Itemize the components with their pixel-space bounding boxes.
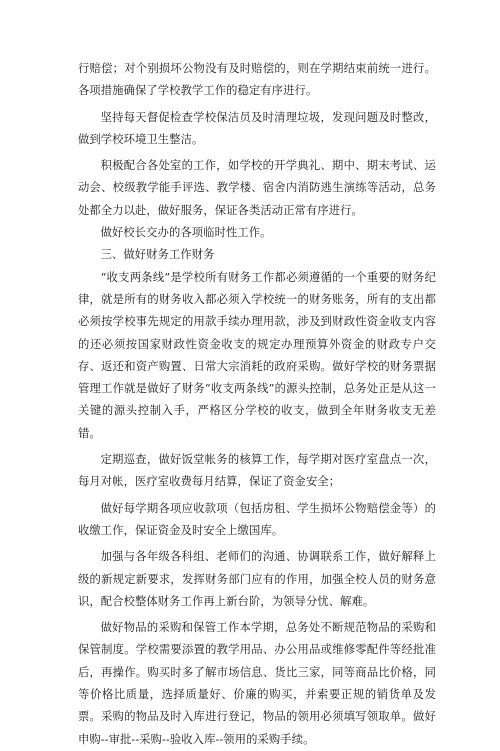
- paragraph-6: “收支两条线”是学校所有财务工作都必须遵循的一个重要的财务纪律，就是所有的财务收入都必须入学校统一的财务账务，所有的支出都必须按学校事先规定的用款手续办理用款，涉及到财政性资金收支内容的还必须按国家财政性资金收支的规定办理预算外资金的财政专户交存、返还和资产购置、日常大宗消耗的政府采购。做好学校的财务票据管理工作就是做好了财务“收支两条线”的源头控制，总务处正是从这一关键的源头控制入手，严格区分学校的收支，做到全年财务收支无差错。: [78, 270, 436, 440]
- paragraph-9: 加强与各年级各科组、老师们的沟通、协调联系工作，做好解释上级的新规定新要求，发挥财务部门应有的作用，加强全校人员的财务意识，配合校整体财务工作再上新台阶，为领导分忧、解难。: [78, 550, 436, 608]
- paragraph-8: 做好每学期各项应收款项（包括房租、学生损坏公物赔偿金等）的收缴工作，保证资金及时安全上缴国库。: [78, 501, 436, 537]
- paragraph-1: 行赔偿；对个别损坏公物没有及时赔偿的，则在学期结束前统一进行。各项措施确保了学校教学工作的稳定有序进行。: [78, 62, 436, 98]
- paragraph-4: 做好校长交办的各项临时性工作。: [100, 226, 272, 240]
- section-heading: 三、做好财务工作财务: [100, 248, 215, 262]
- paragraph-2: 坚持每天督促检查学校保洁员及时清理垃圾，发现问题及时整改，做到学校环境卫生整洁。: [78, 110, 436, 146]
- paragraph-3: 积极配合各处室的工作，如学校的开学典礼、期中、期末考试、运动会、校级教学能手评选、教学楼、宿舍内消防逃生演练等活动，总务处都全力以赴，做好服务，保证各类活动正常有序进行。: [78, 159, 436, 217]
- document-body: [78, 58, 436, 751]
- paragraph-7: 定期巡查，做好饭堂帐务的核算工作，每学期对医疗室盘点一次，每月对帐，医疗室收费每月结算，保证了资金安全；: [78, 453, 436, 489]
- paragraph-10: 做好物品的采购和保管工作本学期，总务处不断规范物品的采购和保管制度。学校需要添置的教学用品、办公用品或维修零配件等经批准后，再操作。购买时多了解市场信息、货比三家，同等商品比价格，同等价格比质量，选择质量好、价廉的购买，并索要正规的销货单及发票。采购的物品及时入库进行登记，物品的领用必须填写领取单。做好申购--审批--采购--验收入库--领用的采购手续。: [78, 621, 436, 746]
